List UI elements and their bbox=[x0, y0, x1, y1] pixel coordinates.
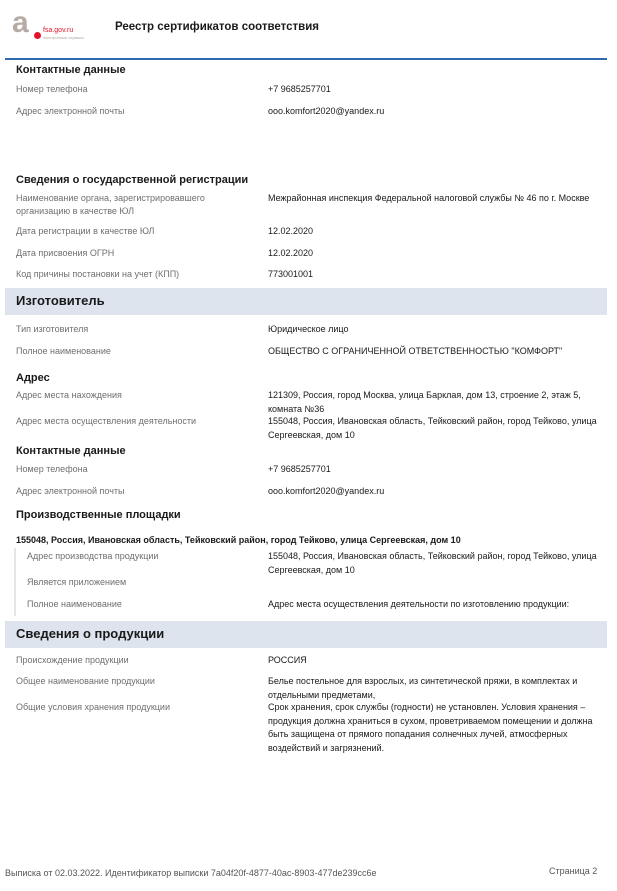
logo-a-icon: a bbox=[12, 6, 29, 39]
address-section-title: Адрес bbox=[16, 372, 50, 384]
prod-address-value: 155048, Россия, Ивановская область, Тейковский район, город Тейково, улица Сергеевская, дом 10 bbox=[268, 551, 597, 575]
phone-label: Номер телефона bbox=[16, 84, 88, 94]
page-title: Реестр сертификатов соответствия bbox=[115, 21, 320, 33]
production-site-heading: 155048, Россия, Ивановская область, Тейковский район, город Тейково, улица Сергеевская, дом 10 bbox=[16, 535, 461, 545]
manufacturer-name-label: Полное наименование bbox=[16, 346, 111, 356]
header-divider bbox=[5, 58, 607, 60]
extract-info: Выписка от 02.03.2022. Идентификатор выписки 7a04f20f-4877-40ac-8903-477de239cc6e bbox=[5, 868, 377, 878]
site-full-name-label: Полное наименование bbox=[27, 599, 122, 609]
manufacturer-contacts-title: Контактные данные bbox=[16, 445, 126, 457]
product-section-title: Сведения о продукции bbox=[16, 626, 165, 641]
general-name-label: Общее наименование продукции bbox=[16, 676, 155, 686]
production-site-indent-bar bbox=[14, 548, 16, 616]
origin-value: РОССИЯ bbox=[268, 655, 307, 665]
manufacturer-phone-label: Номер телефона bbox=[16, 464, 88, 474]
manufacturer-section-title: Изготовитель bbox=[16, 293, 105, 308]
logo-dot-icon bbox=[34, 32, 41, 39]
is-attachment-label: Является приложением bbox=[27, 577, 127, 587]
contacts-section-title: Контактные данные bbox=[16, 64, 126, 76]
reg-date-value: 12.02.2020 bbox=[268, 226, 314, 236]
authority-value: Межрайонная инспекция Федеральной налоговой службы № 46 по г. Москве bbox=[268, 193, 590, 203]
authority-label: Наименование органа, зарегистрировавшего организацию в качестве ЮЛ bbox=[16, 193, 205, 216]
reg-date-label: Дата регистрации в качестве ЮЛ bbox=[16, 226, 155, 236]
prod-address-label: Адрес производства продукции bbox=[27, 551, 159, 561]
location-label: Адрес места нахождения bbox=[16, 390, 122, 400]
manufacturer-type-value: Юридическое лицо bbox=[268, 324, 349, 334]
kpp-value: 773001001 bbox=[268, 269, 314, 279]
phone-value: +7 9685257701 bbox=[268, 84, 331, 94]
production-sites-title: Производственные площадки bbox=[16, 509, 181, 521]
page-header bbox=[0, 0, 617, 60]
fsa-logo bbox=[12, 6, 92, 42]
email-value: ooo.komfort2020@yandex.ru bbox=[268, 106, 385, 116]
manufacturer-type-label: Тип изготовителя bbox=[16, 324, 89, 334]
manufacturer-name-value: ОБЩЕСТВО С ОГРАНИЧЕННОЙ ОТВЕТСТВЕННОСТЬЮ "КОМФОРТ" bbox=[268, 346, 563, 356]
product-section-band bbox=[5, 621, 607, 648]
manufacturer-phone-value: +7 9685257701 bbox=[268, 464, 331, 474]
kpp-label: Код причины постановки на учет (КПП) bbox=[16, 269, 180, 279]
storage-label: Общие условия хранения продукции bbox=[16, 702, 170, 712]
registration-section-title: Сведения о государственной регистрации bbox=[16, 174, 249, 186]
location-value: 121309, Россия, город Москва, улица Барклая, дом 13, строение 2, этаж 5, комната №36 bbox=[268, 390, 581, 414]
storage-value: Срок хранения, срок службы (годности) не установлен. Условия хранения – продукция должна храниться в сухом, проветриваемом помещении и должна быть защищена от прямого попадания солнечных лучей, атмосферных воздействий и загрязнений. bbox=[268, 702, 593, 753]
manufacturer-section-band bbox=[5, 288, 607, 315]
manufacturer-email-value: ooo.komfort2020@yandex.ru bbox=[268, 486, 385, 496]
manufacturer-email-label: Адрес электронной почты bbox=[16, 486, 125, 496]
ogrn-date-value: 12.02.2020 bbox=[268, 248, 314, 258]
site-full-name-value: Адрес места осуществления деятельности по изготовлению продукции: bbox=[268, 599, 570, 609]
general-name-value: Белье постельное для взрослых, из синтетической пряжи, в комплектах и отдельными предметами, bbox=[268, 676, 578, 700]
origin-label: Происхождение продукции bbox=[16, 655, 129, 665]
email-label: Адрес электронной почты bbox=[16, 106, 125, 116]
activity-value: 155048, Россия, Ивановская область, Тейковский район, город Тейково, улица Сергеевская, дом 10 bbox=[268, 416, 597, 440]
logo-subtext: электронные сервисы bbox=[43, 35, 84, 40]
logo-text: fsa.gov.ru bbox=[43, 27, 74, 34]
activity-label: Адрес места осуществления деятельности bbox=[16, 416, 197, 426]
ogrn-date-label: Дата присвоения ОГРН bbox=[16, 248, 115, 258]
page-number: Страница 2 bbox=[549, 866, 598, 876]
